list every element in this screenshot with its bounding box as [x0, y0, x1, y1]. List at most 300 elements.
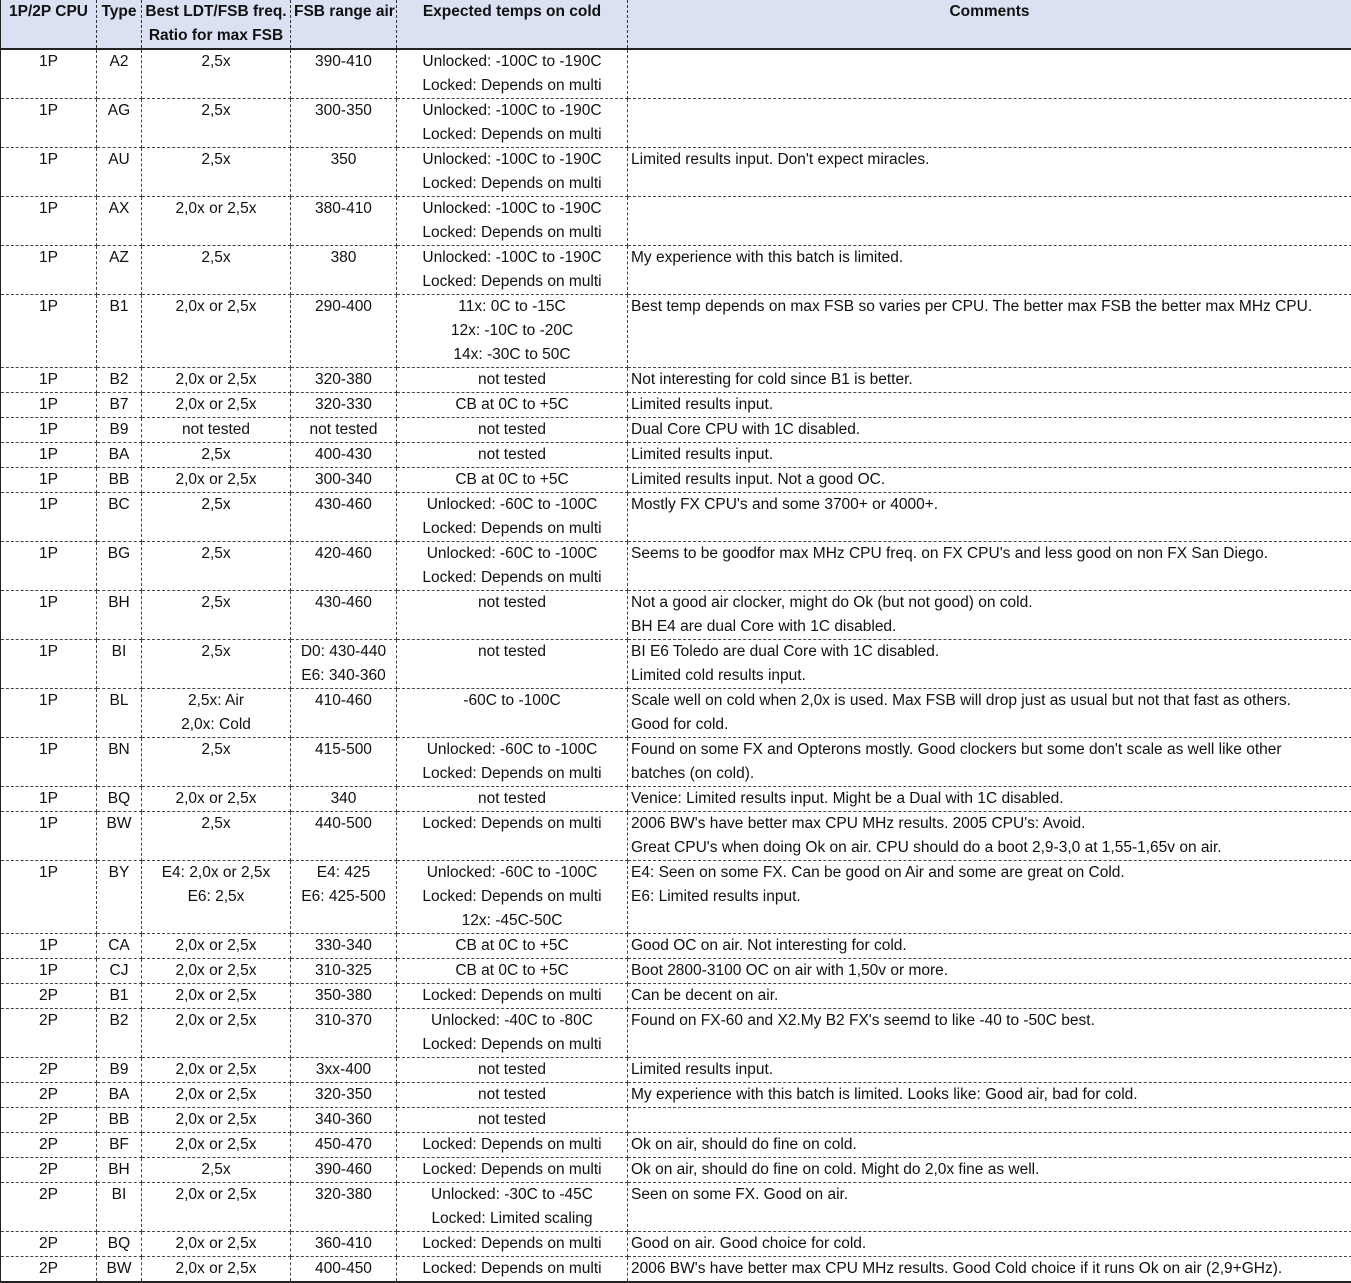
cell-temps-line: Locked: Depends on multi	[400, 812, 624, 836]
cell-ratio	[142, 812, 291, 861]
table-row	[1, 197, 1351, 246]
cell-temps-line: Locked: Depends on multi	[400, 74, 624, 98]
cell-temps-line: Unlocked: -100C to -190C	[400, 50, 624, 74]
cell-comments-line: 2006 BW's have better max CPU MHz results. 2005 CPU's: Avoid.	[631, 812, 1348, 836]
cell-type: B7	[97, 393, 142, 418]
table-row	[1, 468, 1351, 493]
cell-fsb-range	[291, 197, 397, 246]
cell-fsb-range-line: 440-500	[294, 812, 393, 836]
cell-ratio-line: 2,0x or 2,5x	[145, 1232, 287, 1256]
cell-ratio	[142, 1158, 291, 1183]
cell-temps-line: not tested	[400, 1058, 624, 1082]
cell-temps	[397, 393, 628, 418]
cell-type: B2	[97, 368, 142, 393]
cell-fsb-range-line: 320-380	[294, 368, 393, 392]
cell-ratio-line: 2,0x or 2,5x	[145, 1058, 287, 1082]
cell-cpu: 2P	[1, 1232, 97, 1257]
cell-cpu: 1P	[1, 640, 97, 689]
cell-comments-line: batches (on cold).	[631, 762, 1348, 786]
cell-ratio-line: 2,0x or 2,5x	[145, 934, 287, 958]
cell-type: CA	[97, 934, 142, 959]
cell-temps-line: Locked: Depends on multi	[400, 270, 624, 294]
cell-temps	[397, 591, 628, 640]
cell-temps	[397, 493, 628, 542]
cell-ratio	[142, 197, 291, 246]
cell-comments-line: BH E4 are dual Core with 1C disabled.	[631, 615, 1348, 639]
cell-comments	[628, 812, 1351, 861]
cell-cpu: 1P	[1, 861, 97, 934]
cell-temps	[397, 1108, 628, 1133]
cell-temps	[397, 468, 628, 493]
cell-ratio	[142, 393, 291, 418]
cell-temps	[397, 1133, 628, 1158]
cell-type: BG	[97, 542, 142, 591]
cell-ratio-line: 2,0x or 2,5x	[145, 1257, 287, 1281]
cell-temps-line: 12x: -10C to -20C	[400, 319, 624, 343]
cell-comments-line: Found on some FX and Opterons mostly. Good clockers but some don't scale as well like other	[631, 738, 1348, 762]
cell-cpu: 1P	[1, 787, 97, 812]
cell-comments	[628, 1257, 1351, 1283]
cell-comments	[628, 738, 1351, 787]
cell-temps	[397, 295, 628, 368]
cell-ratio	[142, 148, 291, 197]
cell-fsb-range	[291, 812, 397, 861]
table-row	[1, 1058, 1351, 1083]
cell-temps	[397, 99, 628, 148]
cell-fsb-range-line: 310-325	[294, 959, 393, 983]
table-row	[1, 591, 1351, 640]
table-row	[1, 148, 1351, 197]
cell-ratio-line: 2,0x or 2,5x	[145, 1009, 287, 1033]
cell-comments-line: BI E6 Toledo are dual Core with 1C disabled.	[631, 640, 1348, 664]
cell-temps	[397, 148, 628, 197]
cell-ratio-line: 2,0x or 2,5x	[145, 1108, 287, 1132]
cell-comments	[628, 1158, 1351, 1183]
cell-ratio	[142, 689, 291, 738]
cell-type: BA	[97, 1083, 142, 1108]
cell-ratio	[142, 443, 291, 468]
cell-fsb-range-line: E6: 425-500	[294, 885, 393, 909]
cell-type: BC	[97, 493, 142, 542]
cell-fsb-range	[291, 640, 397, 689]
cell-fsb-range-line: 350	[294, 148, 393, 172]
cell-fsb-range	[291, 934, 397, 959]
table-row	[1, 493, 1351, 542]
cell-temps-line: not tested	[400, 591, 624, 615]
cell-type: BA	[97, 443, 142, 468]
cell-fsb-range-line: 360-410	[294, 1232, 393, 1256]
cell-temps-line: -60C to -100C	[400, 689, 624, 713]
table-row	[1, 1009, 1351, 1058]
cell-fsb-range-line: 415-500	[294, 738, 393, 762]
cell-temps-line: Locked: Depends on multi	[400, 885, 624, 909]
cell-temps-line: Unlocked: -60C to -100C	[400, 493, 624, 517]
cell-comments-line: Seems to be goodfor max MHz CPU freq. on FX CPU's and less good on non FX San Diego.	[631, 542, 1348, 566]
cell-temps-line: Locked: Depends on multi	[400, 1033, 624, 1057]
cell-comments	[628, 393, 1351, 418]
cell-temps-line: not tested	[400, 787, 624, 811]
cell-fsb-range-line: 300-340	[294, 468, 393, 492]
cell-fsb-range	[291, 49, 397, 99]
cell-temps-line: Unlocked: -100C to -190C	[400, 197, 624, 221]
cell-temps-line: 12x: -45C-50C	[400, 909, 624, 933]
cell-comments-line: Good for cold.	[631, 713, 1348, 737]
cell-temps	[397, 640, 628, 689]
table-row	[1, 418, 1351, 443]
cell-ratio	[142, 591, 291, 640]
cell-ratio-line: 2,5x	[145, 738, 287, 762]
cell-fsb-range-line: 350-380	[294, 984, 393, 1008]
table-row	[1, 787, 1351, 812]
cell-comments-line: Boot 2800-3100 OC on air with 1,50v or more.	[631, 959, 1348, 983]
cell-comments	[628, 1058, 1351, 1083]
cell-ratio-line: 2,0x: Cold	[145, 713, 287, 737]
table-row	[1, 368, 1351, 393]
cell-temps-line: Locked: Depends on multi	[400, 517, 624, 541]
cell-temps	[397, 984, 628, 1009]
cell-temps-line: Locked: Depends on multi	[400, 1257, 624, 1281]
cell-ratio	[142, 861, 291, 934]
cell-ratio-line: E6: 2,5x	[145, 885, 287, 909]
cell-type: BB	[97, 1108, 142, 1133]
cell-temps-line: Unlocked: -60C to -100C	[400, 542, 624, 566]
cell-ratio	[142, 787, 291, 812]
cell-type: BB	[97, 468, 142, 493]
cell-temps	[397, 1257, 628, 1283]
cell-type: B1	[97, 984, 142, 1009]
cell-ratio	[142, 1108, 291, 1133]
cell-cpu: 1P	[1, 468, 97, 493]
table-row	[1, 49, 1351, 99]
cell-fsb-range-line: not tested	[294, 418, 393, 442]
cell-temps-line: Locked: Depends on multi	[400, 123, 624, 147]
cell-type: AG	[97, 99, 142, 148]
cell-ratio	[142, 368, 291, 393]
cell-temps	[397, 368, 628, 393]
cell-temps-line: Unlocked: -60C to -100C	[400, 861, 624, 885]
cell-comments-line: 2006 BW's have better max CPU MHz results. Good Cold choice if it runs Ok on air (2,9+GHz).	[631, 1257, 1348, 1281]
cell-cpu: 2P	[1, 984, 97, 1009]
cell-temps-line: not tested	[400, 418, 624, 442]
cell-comments-line: Limited results input. Not a good OC.	[631, 468, 1348, 492]
cell-ratio-line: 2,5x	[145, 443, 287, 467]
cell-fsb-range-line: 400-430	[294, 443, 393, 467]
cell-temps-line: not tested	[400, 640, 624, 664]
cell-fsb-range-line: 430-460	[294, 493, 393, 517]
cell-fsb-range	[291, 861, 397, 934]
cell-type: BF	[97, 1133, 142, 1158]
cell-type: BH	[97, 591, 142, 640]
cell-comments-line: Limited results input.	[631, 443, 1348, 467]
cell-cpu: 1P	[1, 99, 97, 148]
cell-cpu: 1P	[1, 246, 97, 295]
cell-fsb-range	[291, 1158, 397, 1183]
cell-ratio-line: 2,5x	[145, 812, 287, 836]
cell-cpu: 1P	[1, 959, 97, 984]
cell-type: BQ	[97, 787, 142, 812]
cell-temps	[397, 738, 628, 787]
table-row	[1, 1133, 1351, 1158]
cell-comments-line: Found on FX-60 and X2.My B2 FX's seemd to like -40 to -50C best.	[631, 1009, 1348, 1033]
cell-comments-line: Great CPU's when doing Ok on air. CPU should do a boot 2,9-3,0 at 1,55-1,65v on air.	[631, 836, 1348, 860]
cell-comments-line: Best temp depends on max FSB so varies per CPU. The better max FSB the better max MHz CPU.	[631, 295, 1348, 319]
cell-comments-line: Venice: Limited results input. Might be a Dual with 1C disabled.	[631, 787, 1348, 811]
cell-fsb-range	[291, 959, 397, 984]
table-body	[1, 49, 1351, 1282]
cell-ratio	[142, 295, 291, 368]
cell-ratio-line: 2,0x or 2,5x	[145, 1183, 287, 1207]
cell-cpu: 2P	[1, 1083, 97, 1108]
header-cpu: 1P/2P CPU	[1, 0, 97, 49]
cell-fsb-range	[291, 738, 397, 787]
cell-comments	[628, 542, 1351, 591]
cell-temps	[397, 1232, 628, 1257]
table-row	[1, 246, 1351, 295]
cell-ratio	[142, 984, 291, 1009]
cell-ratio-line: not tested	[145, 418, 287, 442]
cell-comments	[628, 197, 1351, 246]
cell-fsb-range	[291, 1183, 397, 1232]
cell-ratio-line: 2,5x	[145, 591, 287, 615]
cell-fsb-range-line: 310-370	[294, 1009, 393, 1033]
cell-temps-line: CB at 0C to +5C	[400, 393, 624, 417]
cell-comments	[628, 99, 1351, 148]
table-row	[1, 812, 1351, 861]
cell-comments	[628, 1133, 1351, 1158]
cell-ratio	[142, 542, 291, 591]
table-row	[1, 984, 1351, 1009]
cell-type: BY	[97, 861, 142, 934]
cell-cpu: 2P	[1, 1108, 97, 1133]
cell-ratio	[142, 1083, 291, 1108]
cell-cpu: 1P	[1, 49, 97, 99]
cell-fsb-range	[291, 1232, 397, 1257]
cell-comments-line: Not a good air clocker, might do Ok (but not good) on cold.	[631, 591, 1348, 615]
cell-fsb-range-line: 320-350	[294, 1083, 393, 1107]
cell-ratio-line: 2,0x or 2,5x	[145, 197, 287, 221]
cell-cpu: 1P	[1, 197, 97, 246]
cell-comments-line: Mostly FX CPU's and some 3700+ or 4000+.	[631, 493, 1348, 517]
cell-cpu: 2P	[1, 1183, 97, 1232]
cell-cpu: 2P	[1, 1257, 97, 1283]
cell-ratio	[142, 1009, 291, 1058]
cell-fsb-range-line: 340	[294, 787, 393, 811]
cell-fsb-range	[291, 787, 397, 812]
cell-fsb-range	[291, 1257, 397, 1283]
cell-cpu: 2P	[1, 1009, 97, 1058]
cell-temps-line: Unlocked: -40C to -80C	[400, 1009, 624, 1033]
cell-temps-line: Locked: Depends on multi	[400, 172, 624, 196]
table-row	[1, 443, 1351, 468]
cell-cpu: 1P	[1, 443, 97, 468]
cell-ratio	[142, 99, 291, 148]
cell-temps-line: Locked: Depends on multi	[400, 762, 624, 786]
cell-temps	[397, 542, 628, 591]
cell-comments-line: Dual Core CPU with 1C disabled.	[631, 418, 1348, 442]
cell-fsb-range	[291, 443, 397, 468]
cell-type: BW	[97, 812, 142, 861]
cell-fsb-range-line: 410-460	[294, 689, 393, 713]
cell-ratio	[142, 1133, 291, 1158]
cell-type: AU	[97, 148, 142, 197]
cell-type: BL	[97, 689, 142, 738]
cell-comments	[628, 1232, 1351, 1257]
cell-comments-line: Good OC on air. Not interesting for cold.	[631, 934, 1348, 958]
cell-temps-line: 11x: 0C to -15C	[400, 295, 624, 319]
cell-ratio-line: 2,0x or 2,5x	[145, 959, 287, 983]
cell-fsb-range	[291, 418, 397, 443]
cell-fsb-range-line: E6: 340-360	[294, 664, 393, 688]
cell-temps	[397, 443, 628, 468]
cell-ratio	[142, 1257, 291, 1283]
cell-comments	[628, 443, 1351, 468]
cell-fsb-range-line: 400-450	[294, 1257, 393, 1281]
cell-comments	[628, 934, 1351, 959]
cell-fsb-range	[291, 1108, 397, 1133]
cell-fsb-range-line: 380	[294, 246, 393, 270]
table-row	[1, 640, 1351, 689]
table-row	[1, 1183, 1351, 1232]
cell-type: CJ	[97, 959, 142, 984]
cell-comments-line: Limited results input.	[631, 1058, 1348, 1082]
cell-cpu: 2P	[1, 1133, 97, 1158]
cell-fsb-range	[291, 246, 397, 295]
cell-ratio	[142, 959, 291, 984]
cell-ratio-line: 2,5x	[145, 50, 287, 74]
cell-comments	[628, 418, 1351, 443]
cell-temps-line: Unlocked: -100C to -190C	[400, 246, 624, 270]
cell-temps	[397, 246, 628, 295]
cell-cpu: 1P	[1, 689, 97, 738]
cell-comments-line: My experience with this batch is limited. Looks like: Good air, bad for cold.	[631, 1083, 1348, 1107]
table-row	[1, 1108, 1351, 1133]
cell-temps	[397, 1083, 628, 1108]
cell-temps	[397, 1183, 628, 1232]
cell-fsb-range	[291, 542, 397, 591]
cell-cpu: 1P	[1, 368, 97, 393]
cell-cpu: 1P	[1, 591, 97, 640]
header-comments: Comments	[628, 0, 1351, 49]
cell-comments-line: My experience with this batch is limited.	[631, 246, 1348, 270]
cell-fsb-range-line: 290-400	[294, 295, 393, 319]
cell-temps-line: Unlocked: -30C to -45C	[400, 1183, 624, 1207]
cell-cpu: 1P	[1, 418, 97, 443]
cell-comments	[628, 493, 1351, 542]
cell-fsb-range-line: 340-360	[294, 1108, 393, 1132]
cell-temps	[397, 1058, 628, 1083]
cell-comments	[628, 468, 1351, 493]
cell-fsb-range	[291, 591, 397, 640]
cell-ratio	[142, 738, 291, 787]
cell-ratio-line: 2,0x or 2,5x	[145, 984, 287, 1008]
table-row	[1, 959, 1351, 984]
cell-cpu: 1P	[1, 148, 97, 197]
cell-ratio-line: 2,0x or 2,5x	[145, 368, 287, 392]
cell-type: BW	[97, 1257, 142, 1283]
cell-temps-line: CB at 0C to +5C	[400, 959, 624, 983]
cell-cpu: 2P	[1, 1058, 97, 1083]
table-row	[1, 99, 1351, 148]
cell-ratio-line: 2,0x or 2,5x	[145, 468, 287, 492]
cell-fsb-range	[291, 1058, 397, 1083]
cell-comments-line: Ok on air, should do fine on cold.	[631, 1133, 1348, 1157]
header-expected-temps: Expected temps on cold	[397, 0, 628, 49]
cell-comments-line: Ok on air, should do fine on cold. Might do 2,0x fine as well.	[631, 1158, 1348, 1182]
cell-fsb-range	[291, 99, 397, 148]
cell-fsb-range-line: 330-340	[294, 934, 393, 958]
cell-temps-line: CB at 0C to +5C	[400, 934, 624, 958]
cell-comments	[628, 148, 1351, 197]
cell-temps	[397, 1009, 628, 1058]
table-row	[1, 861, 1351, 934]
cell-fsb-range-line: E4: 425	[294, 861, 393, 885]
header-type: Type	[97, 0, 142, 49]
cell-type: BI	[97, 640, 142, 689]
cell-temps-line: Locked: Depends on multi	[400, 1232, 624, 1256]
cell-cpu: 1P	[1, 542, 97, 591]
header-ratio: Best LDT/FSB freq. Ratio for max FSB	[142, 0, 291, 49]
cell-type: AX	[97, 197, 142, 246]
cell-fsb-range	[291, 1083, 397, 1108]
cell-type: B9	[97, 418, 142, 443]
cell-comments	[628, 1083, 1351, 1108]
cell-type: BN	[97, 738, 142, 787]
cell-temps-line: Unlocked: -100C to -190C	[400, 148, 624, 172]
cell-temps-line: 14x: -30C to 50C	[400, 343, 624, 367]
cell-fsb-range-line: 380-410	[294, 197, 393, 221]
cell-cpu: 1P	[1, 812, 97, 861]
cell-fsb-range-line: 390-410	[294, 50, 393, 74]
cell-cpu: 1P	[1, 393, 97, 418]
cell-temps-line: not tested	[400, 1083, 624, 1107]
cell-temps-line: CB at 0C to +5C	[400, 468, 624, 492]
cell-temps-line: not tested	[400, 443, 624, 467]
cell-comments	[628, 984, 1351, 1009]
cell-temps	[397, 959, 628, 984]
cell-temps	[397, 689, 628, 738]
table-row	[1, 542, 1351, 591]
cell-temps	[397, 197, 628, 246]
table-row	[1, 1083, 1351, 1108]
cell-temps	[397, 49, 628, 99]
cell-comments	[628, 591, 1351, 640]
cell-fsb-range	[291, 1009, 397, 1058]
cell-temps	[397, 934, 628, 959]
cell-comments-line: Good on air. Good choice for cold.	[631, 1232, 1348, 1256]
cell-type: B9	[97, 1058, 142, 1083]
cell-ratio-line: 2,5x	[145, 148, 287, 172]
cell-temps-line: Locked: Depends on multi	[400, 984, 624, 1008]
cell-ratio	[142, 1232, 291, 1257]
cell-cpu: 1P	[1, 295, 97, 368]
cell-fsb-range	[291, 148, 397, 197]
cell-fsb-range-line: 320-380	[294, 1183, 393, 1207]
cell-cpu: 1P	[1, 493, 97, 542]
cell-fsb-range-line: 320-330	[294, 393, 393, 417]
cell-ratio-line: E4: 2,0x or 2,5x	[145, 861, 287, 885]
cell-ratio	[142, 493, 291, 542]
cell-fsb-range	[291, 295, 397, 368]
cell-cpu: 1P	[1, 738, 97, 787]
cell-fsb-range-line: 300-350	[294, 99, 393, 123]
cell-ratio	[142, 1058, 291, 1083]
cell-fsb-range-line: 3xx-400	[294, 1058, 393, 1082]
cell-temps-line: Locked: Depends on multi	[400, 1158, 624, 1182]
table-row	[1, 393, 1351, 418]
cell-comments	[628, 787, 1351, 812]
table-row	[1, 934, 1351, 959]
cell-fsb-range	[291, 368, 397, 393]
